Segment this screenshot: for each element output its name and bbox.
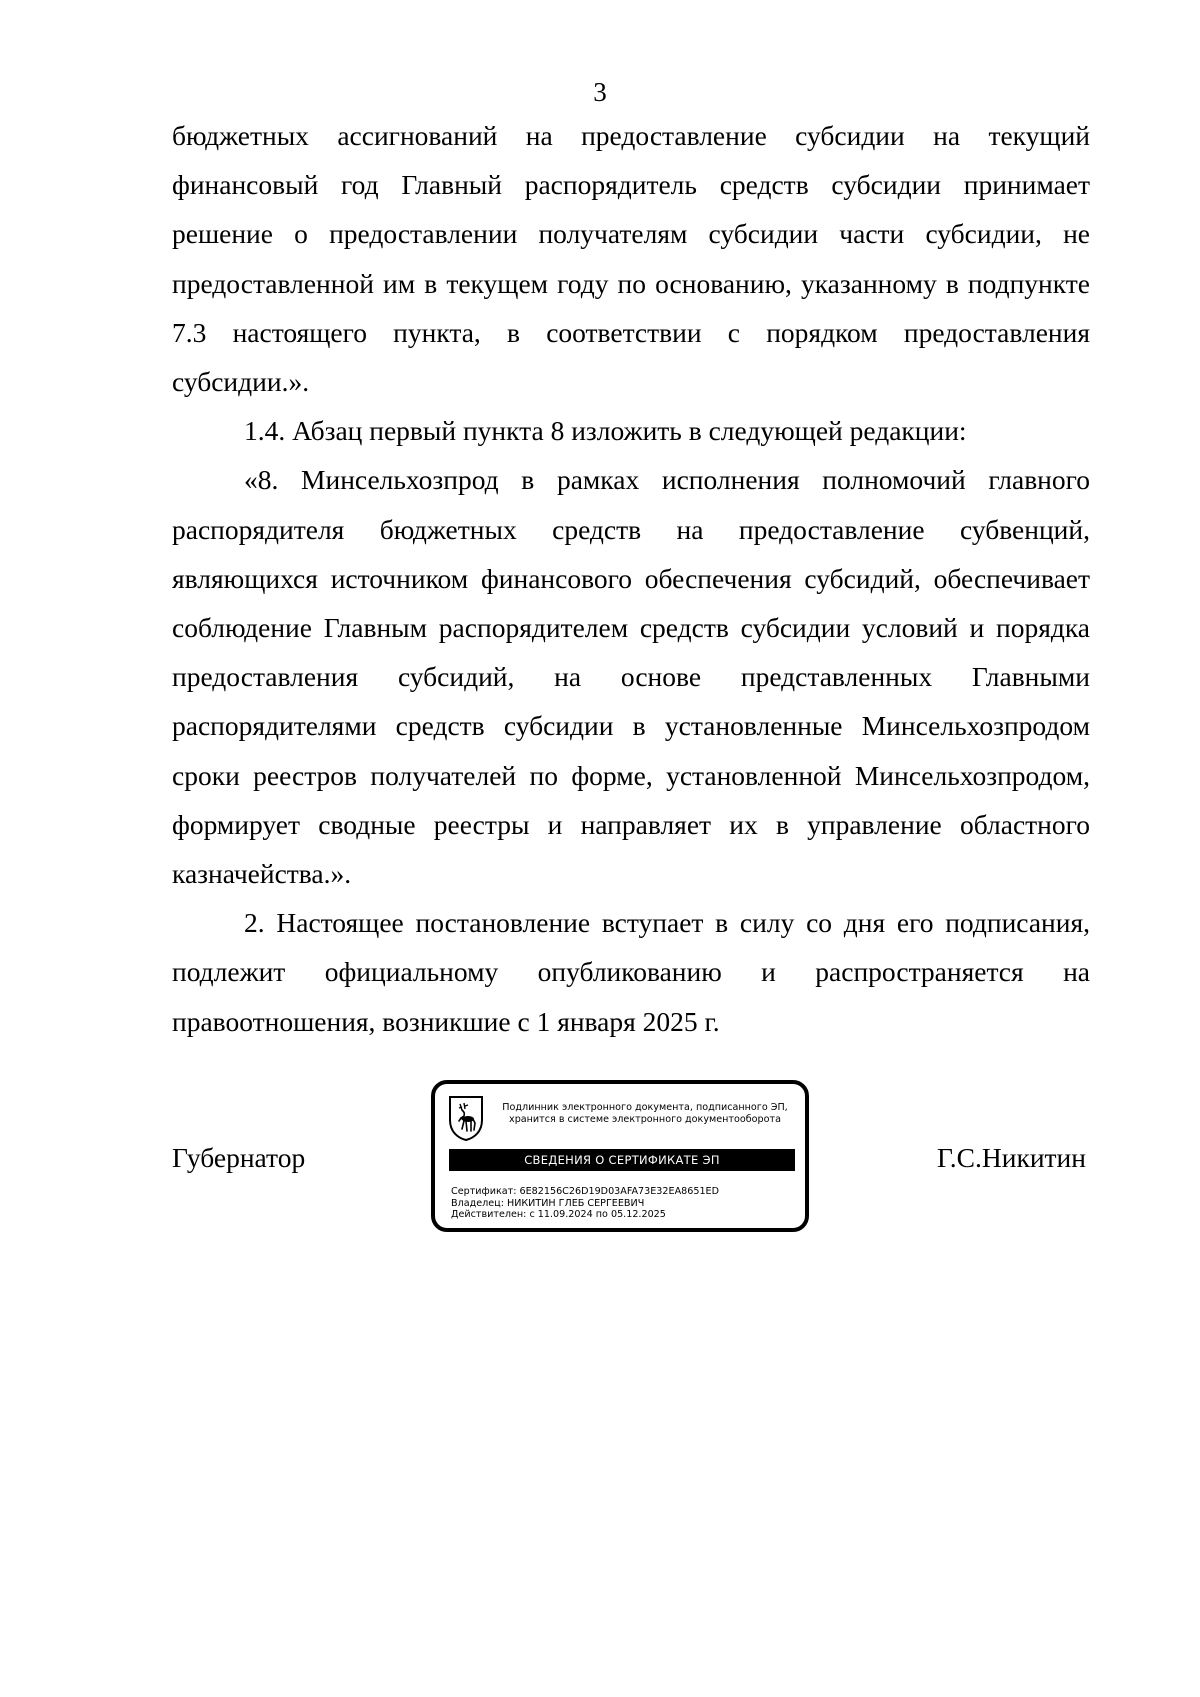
- stamp-validity: Действителен: с 11.09.2024 по 05.12.2025: [451, 1209, 666, 1220]
- stamp-details: [451, 1186, 801, 1221]
- stamp-owner: Владелец: НИКИТИН ГЛЕБ СЕРГЕЕВИЧ: [451, 1197, 645, 1209]
- signer-name: Г.С.Никитин: [937, 1142, 1086, 1173]
- signer-title: Губернатор: [172, 1142, 306, 1173]
- stamp-header-line-1: Подлинник электронного документа, подписанного ЭП,: [502, 1102, 788, 1113]
- paragraph-amendment-1-4: 1.4. Абзац первый пункта 8 изложить в следующей редакции:: [244, 415, 967, 447]
- page-number: 3: [593, 77, 607, 107]
- stamp-certificate-bar: СВЕДЕНИЯ О СЕРТИФИКАТЕ ЭП: [449, 1149, 795, 1171]
- paragraph-point-8: «8. Минсельхозпрод в рамках исполнения полномочий главного распорядителя бюджетных средств на предоставление субвенций, являющихся источником финансового обеспечения субсидий, обеспечивает соблюдение Главным распорядителем средств субсидии условий и порядка предоставления субсидий, на основе представленных Главными распорядителями средств субсидии в установленные Минсельхозпродом сроки реестров получателей по форме, установленной Минсельхозпродом, формирует сводные реестры и направляет их в управление областного казначейства.».: [172, 464, 1090, 890]
- stamp-header-line-2: хранится в системе электронного документооборота: [509, 1114, 781, 1125]
- stamp-certificate-number: Сертификат: 6E82156C26D19D03AFA73E32EA8651ED: [451, 1186, 720, 1197]
- deer-coat-of-arms-icon: [447, 1094, 485, 1142]
- stamp-header: [487, 1102, 803, 1126]
- paragraph-effective-date: 2. Настоящее постановление вступает в силу со дня его подписания, подлежит официальному опубликованию и распространяется на правоотношения, возникшие с 1 января 2025 г.: [172, 907, 1090, 1037]
- document-body: [172, 111, 1090, 1046]
- signature-block: [172, 1080, 1090, 1242]
- paragraph-continuation: бюджетных ассигнований на предоставление субсидии на текущий финансовый год Главный распорядитель средств субсидии принимает решение о предоставлении получателям субсидии части субсидии, не предоставленной им в текущем году по основанию, указанному в подпункте 7.3 настоящего пункта, в соответствии с порядком предоставления субсидии.».: [172, 120, 1090, 398]
- electronic-signature-stamp: [431, 1080, 809, 1232]
